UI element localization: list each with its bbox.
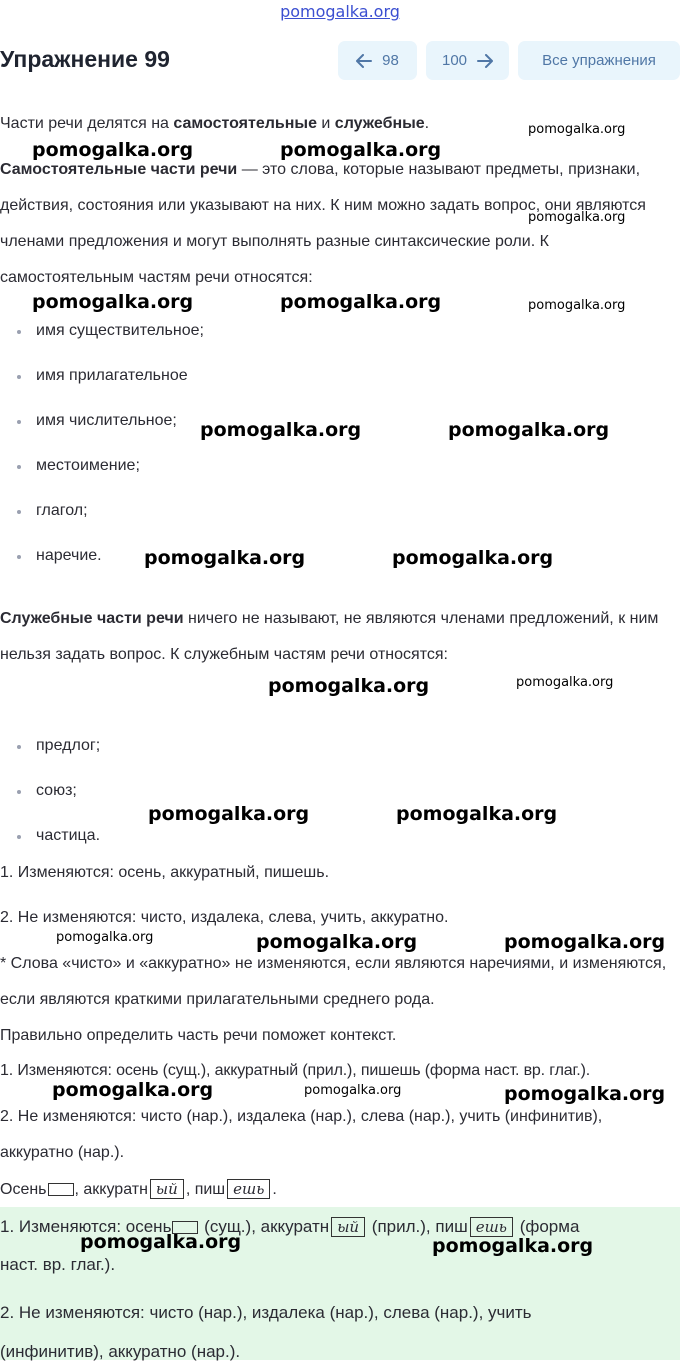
next-exercise-label: 100 <box>441 52 468 69</box>
watermark: pomogalka.org <box>392 547 554 569</box>
prev-exercise-button[interactable] <box>338 41 417 80</box>
full-answer-line-1: 1. Изменяются: осень (сущ.), аккуратный (прил.), пишешь (форма наст. вр. глаг.). <box>0 1062 591 1079</box>
watermark: pomogalka.org <box>280 139 442 161</box>
watermark: pomogalka.org <box>516 675 614 690</box>
final-line-1: 1. Изменяются: осень (сущ.), аккуратн ый (прил.), пиш ешь (форма <box>0 1217 580 1236</box>
watermark: pomogalka.org <box>32 139 194 161</box>
list-item: местоимение; <box>0 456 204 501</box>
watermark: pomogalka.org <box>56 930 154 945</box>
list-item: имя существительное; <box>0 321 204 366</box>
watermark: pomogalka.org <box>280 291 442 313</box>
watermark: pomogalka.org <box>52 1079 214 1101</box>
list-item: предлог; <box>0 736 100 781</box>
watermark: pomogalka.org <box>528 298 626 313</box>
arrow-left-icon <box>356 54 372 68</box>
ending-box: ешь <box>227 1179 270 1199</box>
auxiliary-paragraph: Служебные части речи ничего не называют, не являются членами предложений, к ним нельзя задать вопрос. К служебным частям речи относятся: <box>0 610 659 663</box>
watermark: pomogalka.org <box>144 547 306 569</box>
watermark: pomogalka.org <box>396 803 558 825</box>
ending-box: ый <box>150 1179 184 1199</box>
prev-exercise-label: 98 <box>382 52 399 69</box>
list-item: глагол; <box>0 501 204 546</box>
list-item: имя прилагательное <box>0 366 204 411</box>
watermark: pomogalka.org <box>32 291 194 313</box>
watermark: pomogalka.org <box>200 419 362 441</box>
watermark: pomogalka.org <box>148 803 310 825</box>
all-exercises-label: Все упражнения <box>542 52 656 69</box>
watermark: pomogalka.org <box>528 122 626 137</box>
arrow-right-icon <box>477 54 493 68</box>
list-item: союз; <box>0 781 100 826</box>
answer-line-1: 1. Изменяются: осень, аккуратный, пишешь. <box>0 864 330 881</box>
watermark: pomogalka.org <box>304 1083 402 1098</box>
site-link[interactable]: pomogalka.org <box>280 2 400 21</box>
final-line-3: (инфинитив), аккуратно (нар.). <box>0 1342 241 1361</box>
final-line-1b: наст. вр. глаг.). <box>0 1255 116 1274</box>
watermark: pomogalka.org <box>432 1235 594 1257</box>
watermark: pomogalka.org <box>256 931 418 953</box>
list-item: имя числительное; <box>0 411 204 456</box>
answer-line-2: 2. Не изменяются: чисто, издалека, слева, учить, аккуратно. <box>0 909 449 926</box>
answer-note: * Слова «чисто» и «аккуратно» не изменяются, если являются наречиями, и изменяются, если являются краткими прилагательными среднего рода. <box>0 955 667 1008</box>
null-ending-box <box>48 1183 74 1196</box>
list-item: наречие. <box>0 546 204 591</box>
context-line: Правильно определить часть речи поможет контекст. <box>0 1027 397 1044</box>
morpheme-line: Осень , аккуратн ый , пиш ешь . <box>0 1180 277 1198</box>
all-exercises-button[interactable] <box>518 41 680 80</box>
watermark: pomogalka.org <box>504 1083 666 1105</box>
watermark: pomogalka.org <box>448 419 610 441</box>
list-item: частица. <box>0 826 100 871</box>
final-line-2: 2. Не изменяются: чисто (нар.), издалека (нар.), слева (нар.), учить <box>0 1303 532 1322</box>
next-exercise-button[interactable] <box>426 41 509 80</box>
ending-box: ый <box>331 1217 365 1237</box>
full-answer-line-2: 2. Не изменяются: чисто (нар.), издалека (нар.), слева (нар.), учить (инфинитив), аккуратно (нар.). <box>0 1108 603 1161</box>
independent-paragraph: Самостоятельные части речи — это слова, которые называют предметы, признаки, действия, состояния или указывают на них. К ним можно задать вопрос, они являются членами предложения и могут выполнять разные синтаксические роли. К самостоятельным частям речи относятся: <box>0 161 646 286</box>
final-answer-block <box>0 1207 680 1360</box>
page-title: Упражнение 99 <box>0 46 170 72</box>
intro-paragraph: Части речи делятся на самостоятельные и служебные. <box>0 115 430 132</box>
auxiliary-list <box>0 736 100 871</box>
ending-box: ешь <box>470 1217 513 1237</box>
watermark: pomogalka.org <box>528 210 626 225</box>
watermark: pomogalka.org <box>80 1231 242 1253</box>
watermark: pomogalka.org <box>268 675 430 697</box>
watermark: pomogalka.org <box>504 931 666 953</box>
